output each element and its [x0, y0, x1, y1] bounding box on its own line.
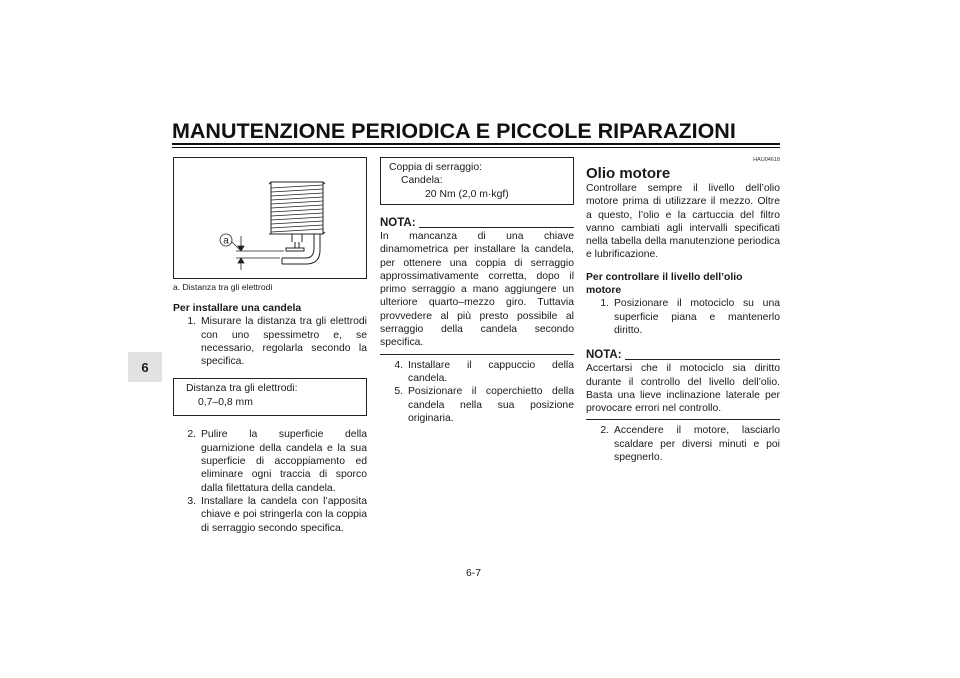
step-text: Misurare la distanza tra gli elettrodi con uno spessimetro e, se necessario, regolarla secondo la specifica. [201, 316, 367, 368]
torque-label: Coppia di serraggio: [389, 162, 482, 173]
note-rule [625, 359, 780, 360]
page-number: 6-7 [466, 568, 482, 579]
chapter-tab: 6 [128, 352, 162, 382]
step-2 [586, 424, 780, 464]
step-text: Installare il cappuccio della candela. [408, 359, 574, 384]
step-3 [173, 495, 367, 535]
doc-code: HAU04618 [753, 157, 780, 163]
note-end-rule [380, 354, 574, 355]
step-1 [173, 315, 367, 368]
spec-label: Distanza tra gli elettrodi: [186, 383, 298, 395]
step-4 [380, 359, 574, 386]
step-2 [173, 428, 367, 494]
step-number: 5. [394, 386, 403, 398]
figure-caption: a. Distanza tra gli elettrodi [173, 282, 273, 292]
subheading: Per installare una candela [173, 303, 302, 314]
spark-plug-illustration [174, 158, 368, 280]
page-title: MANUTENZIONE PERIODICA E PICCOLE RIPARAZIONI [172, 119, 736, 143]
step-number: 3. [187, 495, 196, 507]
step-text: Posizionare il coperchietto della candela nella sua posizione originaria. [408, 386, 574, 424]
title-rule [172, 143, 780, 145]
step-number: 1. [187, 316, 196, 328]
subheading: Per controllare il livello dell’olio motore [586, 271, 743, 297]
note-rule [419, 227, 574, 228]
column-middle [380, 157, 574, 425]
note-label: NOTA: [586, 349, 622, 362]
note-end-rule [586, 419, 780, 420]
step-text: Posizionare il motociclo su una superficie piana e mantenerlo diritto. [614, 298, 780, 336]
torque-value: 20 Nm (2,0 m·kgf) [425, 188, 509, 200]
spark-plug-figure [173, 157, 367, 279]
step-text: Pulire la superficie della guarnizione della candela e la sua superficie di accoppiamento ed eliminare ogni traccia di sporco dalla filettatura della candela. [201, 429, 367, 494]
step-text: Installare la candela con l’apposita chiave e poi stringerla con la coppia di serraggio secondo specifica. [201, 495, 367, 534]
step-number: 1. [600, 298, 609, 310]
note-header [586, 349, 780, 362]
note-text: Accertarsi che il motociclo sia diritto durante il controllo del livello dell’olio. Basta una lieve inclinazione laterale per provocare errori nel controllo. [586, 363, 780, 415]
column-left [173, 157, 367, 535]
column-right [586, 157, 780, 464]
note-label: NOTA: [380, 217, 416, 229]
section-title: Olio motore [586, 165, 671, 182]
note-text: In mancanza di una chiave dinamometrica per installare la candela, per ottenere una coppia di serraggio approssimativamente corretta, dopo il primo serraggio a mano aggiungere un ulteriore quarto–mezzo giro. Tuttavia provvedere al più presto possibile al serraggio della candela secondo specifica. [380, 231, 574, 349]
torque-item: Candela: [401, 175, 443, 187]
step-5 [380, 385, 574, 425]
intro-paragraph: Controllare sempre il livello dell’olio motore prima di utilizzare il mezzo. Oltre a questo, l’olio e la cartuccia del filtro vanno cambiati agli intervalli specificati nella tabella della manutenzione periodica e lubrificazione. [586, 183, 780, 261]
step-number: 4. [394, 359, 403, 371]
step-1 [586, 297, 780, 337]
title-rule-thin [172, 147, 780, 148]
step-number: 2. [187, 429, 196, 441]
spec-box-gap [173, 378, 367, 416]
step-number: 2. [600, 425, 609, 437]
spec-box-torque [380, 157, 574, 205]
step-text: Accendere il motore, lasciarlo scaldare per diversi minuti e poi spegnerlo. [614, 425, 780, 464]
spec-value: 0,7–0,8 mm [198, 396, 253, 408]
figure-callout-a: a [223, 235, 229, 247]
note-header [380, 217, 574, 230]
